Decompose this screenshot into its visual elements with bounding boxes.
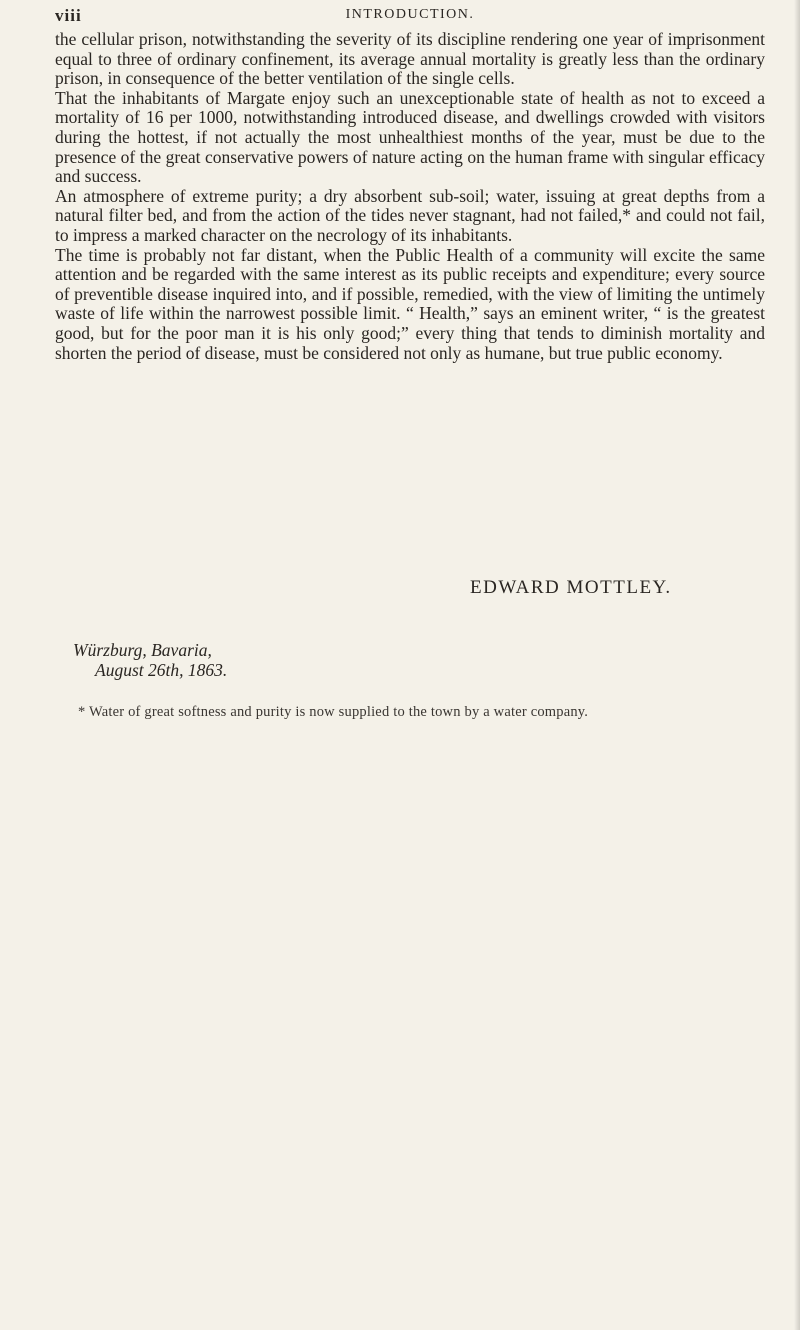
paragraph: The time is probably not far distant, when the Public Health of a community will excite the same attention and be regarded with the same interest as its public receipts and expenditure; every source of preventible disease inquired into, and if possible, remedied, with the view of limiting the untimely waste of life within the narrowest possible limit. “ Health,” says an eminent writer, “ is the greatest good, but for the poor man it is his only good;” every thing that tends to diminish mortality and shorten the period of disease, must be considered not only as humane, but true public economy. bbox=[55, 244, 765, 363]
running-head: INTRODUCTION. bbox=[345, 7, 475, 22]
date: August 26th, 1863. bbox=[95, 660, 228, 680]
paragraph: That the inhabitants of Margate enjoy such an unexceptionable state of health as not to exceed a mortality of 16 per 1000, notwithstanding introduced disease, and dwellings crowded with visitors during the hottest, if not actually the most unhealthiest months of the year, must be due to the presence of the great conservative powers of nature acting on the human frame with singular efficacy and success. bbox=[55, 87, 765, 187]
paragraph: An atmosphere of extreme purity; a dry absorbent sub-soil; water, issuing at great depths from a natural filter bed, and from the action of the tides never stagnant, had not failed,* and could not fail, to impress a marked character on the necrology of its inhabitants. bbox=[55, 185, 765, 245]
paragraph: the cellular prison, notwithstanding the severity of its discipline rendering one year of imprisonment equal to three of ordinary confinement, its average annual mortality is greatly less than the ordinary prison, in consequence of the better ventilation of the single cells. bbox=[55, 29, 765, 89]
page-header bbox=[55, 6, 765, 26]
author-signature: EDWARD MOTTLEY. bbox=[470, 577, 672, 598]
page-number: viii bbox=[55, 6, 82, 25]
footnote: * Water of great softness and purity is now supplied to the town by a water company. bbox=[78, 704, 589, 720]
body-text bbox=[55, 30, 765, 363]
place-date bbox=[73, 640, 227, 680]
page-edge-shadow bbox=[794, 0, 800, 1330]
place: Würzburg, Bavaria, bbox=[73, 640, 212, 660]
